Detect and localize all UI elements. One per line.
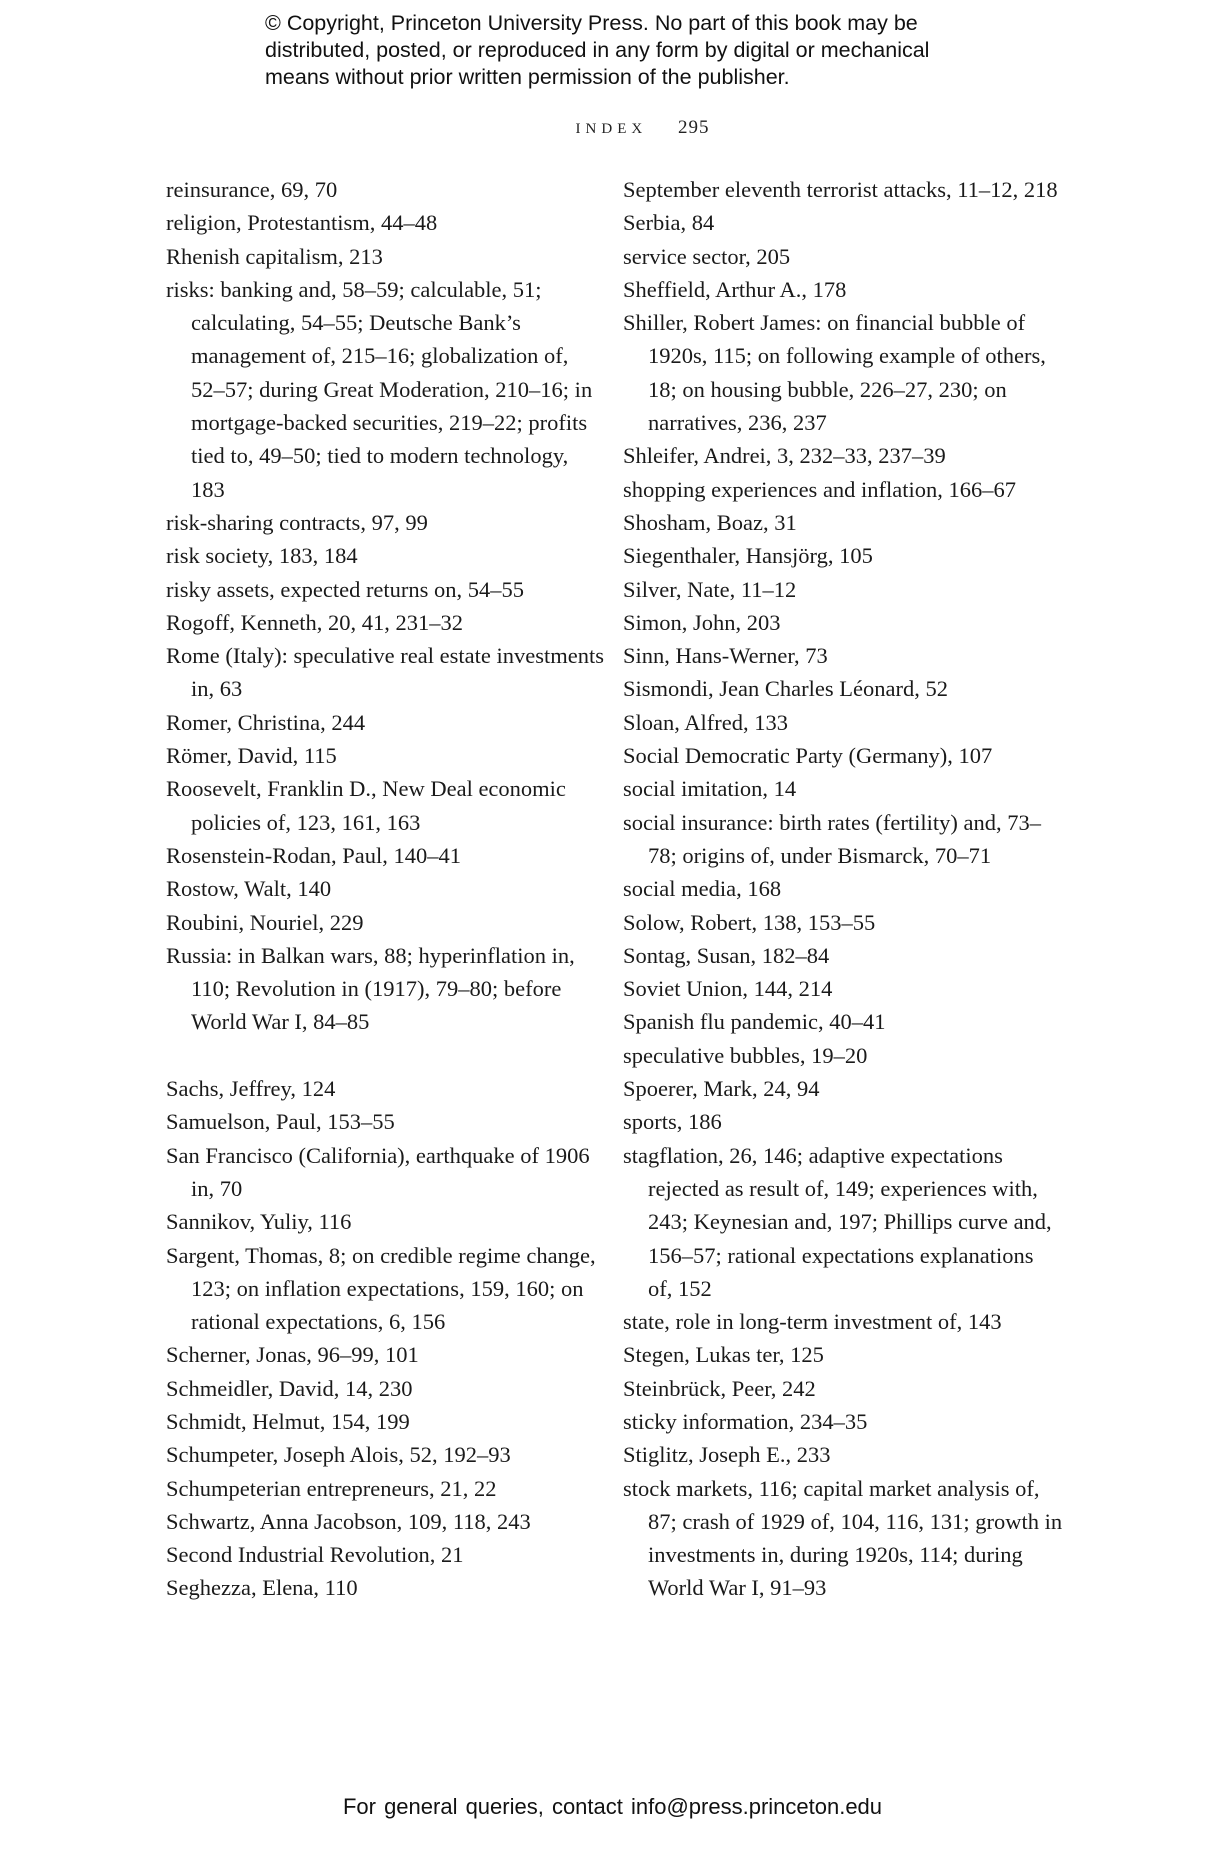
section-gap [166, 1039, 606, 1072]
index-entry: Serbia, 84 [623, 210, 715, 236]
index-entry: Russia: in Balkan wars, 88; hyperinflation in, 110; Revolution in (1917), 79–80; before World War I, 84–85 [166, 942, 575, 1035]
index-entry: Seghezza, Elena, 110 [166, 1575, 358, 1601]
index-entry: reinsurance, 69, 70 [166, 177, 338, 202]
index-entry: Schmidt, Helmut, 154, 199 [166, 1408, 410, 1434]
index-entry: Schwartz, Anna Jacobson, 109, 118, 243 [166, 1508, 531, 1534]
index-entry: Second Industrial Revolution, 21 [166, 1542, 464, 1568]
index-entry: sports, 186 [623, 1109, 722, 1135]
index-entry: Sontag, Susan, 182–84 [623, 942, 830, 968]
index-entry: stagflation, 26, 146; adaptive expectations rejected as result of, 149; experiences with, 243; Keynesian and, 197; Phillips curve and, 156–57; rational expectations explanations of, 152 [623, 1142, 1052, 1301]
index-entry: Stiglitz, Joseph E., 233 [623, 1442, 831, 1468]
index-entry: Roosevelt, Franklin D., New Deal economic policies of, 123, 161, 163 [166, 776, 566, 835]
index-entry: Schumpeterian entrepreneurs, 21, 22 [166, 1475, 497, 1501]
index-entry: Siegenthaler, Hansjörg, 105 [623, 543, 873, 569]
index-entry: Steinbrück, Peer, 242 [623, 1375, 816, 1401]
copyright-line: © Copyright, Princeton University Press. No part of this book may be [265, 11, 918, 35]
index-entry: Spoerer, Mark, 24, 94 [623, 1076, 820, 1102]
index-entry: Römer, David, 115 [166, 743, 337, 769]
index-entry: Schmeidler, David, 14, 230 [166, 1375, 413, 1401]
index-entry: religion, Protestantism, 44–48 [166, 210, 438, 236]
index-entry: Rostow, Walt, 140 [166, 876, 332, 902]
index-entry: Sannikov, Yuliy, 116 [166, 1209, 352, 1235]
index-entry: risk-sharing contracts, 97, 99 [166, 509, 428, 535]
index-entry: risks: banking and, 58–59; calculable, 51; calculating, 54–55; Deutsche Bank’s management of, 215–16; globalization of, 52–57; during Great Moderation, 210–16; in mortgage-backed securities, 219–22; profits tied to, 49–50; tied to modern technology, 183 [166, 276, 593, 502]
index-column-left [166, 173, 606, 1605]
index-entry: social insurance: birth rates (fertility) and, 73–78; origins of, under Bismarck, 70–71 [623, 809, 1041, 868]
index-entry: Soviet Union, 144, 214 [623, 976, 833, 1002]
index-entry: risk society, 183, 184 [166, 543, 358, 569]
index-entry: Solow, Robert, 138, 153–55 [623, 909, 876, 935]
copyright-line: distributed, posted, or reproduced in any form by digital or mechanical [265, 38, 930, 62]
index-entry: Schumpeter, Joseph Alois, 52, 192–93 [166, 1442, 511, 1468]
index-entry: social imitation, 14 [623, 776, 797, 802]
index-entry: risky assets, expected returns on, 54–55 [166, 576, 525, 602]
index-entry: state, role in long-term investment of, 143 [623, 1309, 1002, 1335]
index-entry: sticky information, 234–35 [623, 1408, 868, 1434]
index-entry: Stegen, Lukas ter, 125 [623, 1342, 824, 1368]
index-entry: Rhenish capitalism, 213 [166, 243, 383, 269]
index-entry: Sheffield, Arthur A., 178 [623, 276, 847, 302]
index-entry: Rosenstein-Rodan, Paul, 140–41 [166, 842, 461, 868]
index-entry: Sismondi, Jean Charles Léonard, 52 [623, 676, 948, 702]
index-entry: Romer, Christina, 244 [166, 709, 366, 735]
index-entry: San Francisco (California), earthquake of 1906 in, 70 [166, 1142, 590, 1201]
index-entry: shopping experiences and inflation, 166–67 [623, 476, 1017, 502]
index-entry: September eleventh terrorist attacks, 11–12, 218 [623, 177, 1058, 202]
running-head [0, 114, 1225, 139]
index-entry: Rogoff, Kenneth, 20, 41, 231–32 [166, 609, 464, 635]
index-entry: Sargent, Thomas, 8; on credible regime change, 123; on inflation expectations, 159, 160; on rational expectations, 6, 156 [166, 1242, 596, 1335]
index-entry: Shosham, Boaz, 31 [623, 509, 797, 535]
index-entry: Shleifer, Andrei, 3, 232–33, 237–39 [623, 443, 946, 469]
index-entry: Simon, John, 203 [623, 609, 781, 635]
index-entry: Rome (Italy): speculative real estate investments in, 63 [166, 643, 604, 702]
index-entry: Sloan, Alfred, 133 [623, 709, 788, 735]
index-entry: Shiller, Robert James: on financial bubble of 1920s, 115; on following example of others, 18; on housing bubble, 226–27, 230; on narratives, 236, 237 [623, 310, 1046, 436]
section-label: index [575, 114, 648, 138]
index-entry: Spanish flu pandemic, 40–41 [623, 1009, 886, 1035]
index-entry: service sector, 205 [623, 243, 791, 269]
index-entry: Silver, Nate, 11–12 [623, 576, 797, 602]
index-entry: Roubini, Nouriel, 229 [166, 909, 364, 935]
index-entry: Samuelson, Paul, 153–55 [166, 1109, 395, 1135]
index-entry: stock markets, 116; capital market analysis of, 87; crash of 1929 of, 104, 116, 131; growth in investments in, during 1920s, 114; during World War I, 91–93 [623, 1475, 1063, 1601]
copyright-line: means without prior written permission of the publisher. [265, 65, 790, 89]
copyright-notice [265, 10, 1025, 91]
page-number: 295 [677, 117, 710, 138]
index-entry: Sinn, Hans-Werner, 73 [623, 643, 828, 669]
index-entry: Scherner, Jonas, 96–99, 101 [166, 1342, 419, 1368]
footer-contact: For general queries, contact info@press.princeton.edu [342, 1794, 883, 1819]
index-entry: Social Democratic Party (Germany), 107 [623, 743, 993, 769]
index-entry: speculative bubbles, 19–20 [623, 1042, 868, 1068]
index-entry: social media, 168 [623, 876, 782, 902]
index-entry: Sachs, Jeffrey, 124 [166, 1076, 336, 1102]
index-column-right [623, 173, 1063, 1605]
